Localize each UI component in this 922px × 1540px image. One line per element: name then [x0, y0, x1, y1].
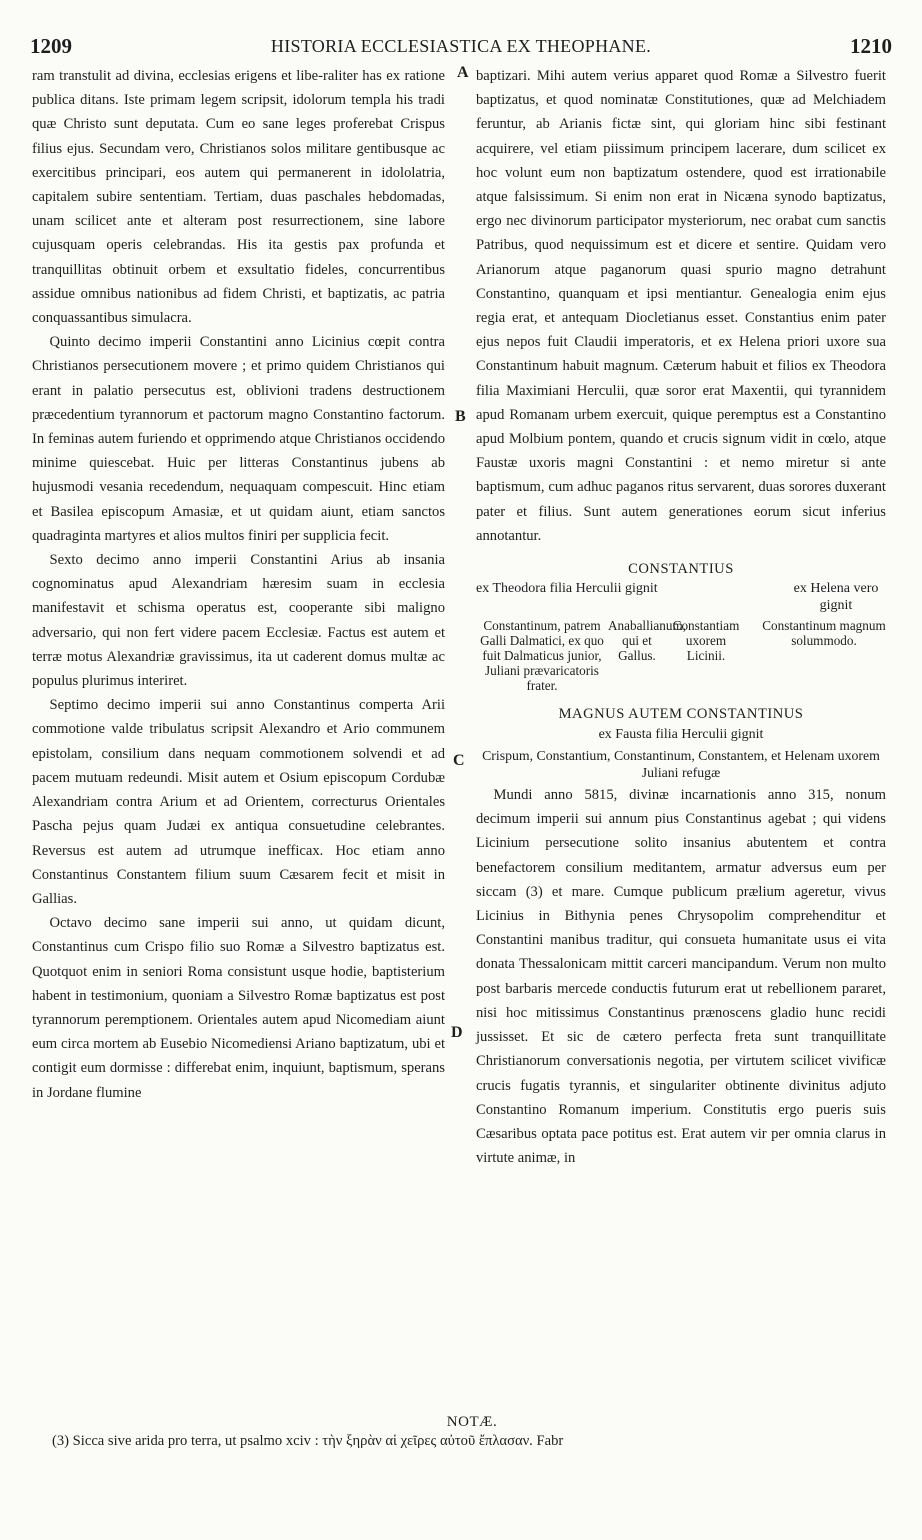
- genealogy-child: Anaballianum, qui et Gallus.: [608, 618, 687, 664]
- genealogy-children-2: Crispum, Constantium, Constantinum, Constantem, et Helenam uxorem Juliani refugæ: [482, 748, 880, 781]
- right-column: [476, 64, 886, 1170]
- margin-mark-b: B: [455, 408, 466, 425]
- notes-title: NOTÆ.: [446, 1414, 498, 1430]
- genealogy-title: CONSTANTIUS: [628, 561, 734, 578]
- genealogy-subheads: [476, 580, 886, 614]
- paragraph: Septimo decimo imperii sui anno Constantinus comperta Arii commotione valde tribulatus scripsit Alexandro et Ario communem epistolam, consilium dans nequam commotionem solvendi et ad pacem mutuam redeundi. Misit autem et Osium episcopum Cordubæ Alexandriam contra Arium et ad Orientem, correcturus Orientales Pascha pejus quam Judæi ex antiqua consuetudine celebrantes. Reversus est autem ad utrumque inefficax. Hoc etiam anno Constantinus Constantem filium suum Cæsarem fecit et misit in Gallias.: [32, 697, 445, 907]
- genealogy-child: Constantiam uxorem Licinii.: [672, 618, 740, 664]
- page-number-left: 1209: [30, 34, 72, 58]
- margin-mark-c: C: [453, 752, 465, 769]
- footnote: (3) Sicca sive arida pro terra, ut psalmo xciv : τὴν ξηρὰν αἱ χεῖρες αὐτοῦ ἔπλασαν. Fabr: [52, 1433, 564, 1449]
- genealogy-sub-left: ex Theodora filia Herculii gignit: [476, 581, 658, 597]
- paragraph: Mundi anno 5815, divinæ incarnationis anno 315, nonum decimum imperii sui annum pius Constantinus agebat ; qui videns Licinium persecutione solito insanius abutentem et contra benefactorem consilium meditantem, armatur adversus eum per siccam (3) et mare. Cumque publicum prælium ageretur, vivus Licinius in Bithynia penes Chrysopolim comprehenditur et Constantini manibus traditur, qui consueta humanitate usus ei vita donata Thessalonicam mittit carceri mancipandum. Verum non multo post barbaris mercede conductis futurum erat ut rebellionem pararet, nisi hoc mitissimus Constantinus prænoscens gladio hunc recidi jussisset. Et sic de cætero perfecta freta sunt tranquillitate Christianorum conversationis negotia, per virtutem scilicet vivificæ crucis fugatis tyrannis, et singulariter obtinente divinitus adjuto Constantino Romanum imperium. Constitutis ergo pueris suis Cæsaribus optata pace potitus est. Erat autem vir per omnia clarus in virtute animæ, in: [476, 787, 886, 1167]
- paragraph: Quinto decimo imperii Constantini anno Licinius cœpit contra Christianos persecutionem movere ; et primo quidem Christianos qui erant in palatio persecutus est, oblivioni tradens destructionem præcedentium tyrannorum et pactorum magno Constantino factorum. In feminas autem furiendo et opprimendo atque Christianos occidendo minime quiescebat. Huic per litteras Constantinus jubens ab hujusmodi vesania recedendum, nequaquam compescuit. Hinc etiam et Basilea episcopum Amasiæ, et ut quidam aiunt, etiam sanctos quadraginta martyres et alios multos finiri per supplicia fecit.: [32, 334, 445, 544]
- genealogy-table: [476, 558, 886, 781]
- genealogy-child: Constantinum, patrem Galli Dalmatici, ex quo fuit Dalmaticus junior, Juliani prævaricatoris frater.: [480, 618, 604, 694]
- margin-mark-a: A: [457, 64, 469, 81]
- paragraph: baptizari. Mihi autem verius apparet quod Romæ a Silvestro fuerit baptizatus, et quod nominatæ Constitutiones, quæ ad Melchiadem feruntur, ab Arianis fictæ sint, qui gloriam hinc sibi festinant acquirere, vel etiam piissimum principem lacerare, dum scilicet ex hoc volunt eum non baptizatum ostendere, quod est irrationabile atque falsissimum. Si enim non erat in Nicæna synodo baptizatus, ergo nec divinorum participator mysteriorum, nec orabat cum sanctis Patribus, quod nequissimum est et dicere et sentire. Quidam vero Arianorum atque paganorum quasi spurio magno detrahunt Constantino, quanquam et ipsi mentiantur. Genealogia enim ejus regia erat, et antequam Diocletianus esset. Constantius enim pater ejus nepos fuit Claudii imperatoris, et ex Helena priori uxore sua Constantinum habuit magnum. Cæterum habuit et filios ex Theodora filia Maximiani Herculii, quæ soror erat Maxentii, qui tyrannidem apud Romanam urbem exercuit, quique peremptus est a Constantino apud Molbium pontem, quando et crucis signum vidit in cœlo, atque Faustæ uxoris magni Constantini : et nemo miretur si ante baptismum, cum adhuc paganos ritus servarent, duas sorores duxerant pater et filius. Sunt autem generationes eorum sicut inferius annotantur.: [476, 68, 886, 544]
- footnotes: [52, 1414, 892, 1450]
- left-column: [32, 64, 445, 1105]
- genealogy-child: Constantinum magnum solummodo.: [762, 618, 886, 649]
- genealogy-sub-right: ex Helena vero gignit: [793, 581, 879, 614]
- paragraph: ram transtulit ad divina, ecclesias erigens et libe-raliter has ex ratione publica ditans. Iste primam legem scripsit, idolorum templa his tradi quæ Christo sunt deputata. Cum eo sane leges proferebat Crispus filius ejus. Secundam vero, Christianos solos militare gentibusque ac exercitibus principari, eos autem qui permanerent in idololatria, capitalem subire sententiam. Tertiam, duas paschales hebdomadas, unam scilicet ante et alteram post resurrectionem, sine labore cujusquam operis celebrandas. His ita gestis pax profunda et tranquillitas obtinuit orbem et exsultatio fideles, concurrentibus assidue omnibus nationibus ad fidem Christi, et baptizatis, ac patria conquassantibus simulacra.: [32, 68, 445, 327]
- running-header: [30, 34, 892, 60]
- genealogy-children: [476, 618, 886, 693]
- genealogy-title-2: MAGNUS AUTEM CONSTANTINUS: [558, 706, 804, 723]
- margin-mark-d: D: [451, 1024, 463, 1041]
- paragraph: Sexto decimo anno imperii Constantini Arius ab insania cognominatus apud Alexandriam hæresim suam in ecclesia manifestavit et schisma operatus est, cooperante sibi maligno adversario, qui non fert videre pacem Ecclesiæ. Factus est autem et terræ motus Alexandriæ gravissimus, ita ut caderent domus multæ ac populus plurimus interiret.: [32, 552, 445, 690]
- paragraph: Octavo decimo sane imperii sui anno, ut quidam dicunt, Constantinus cum Crispo filio suo Romæ a Silvestro baptizatus est. Quotquot enim in seniori Roma consistunt usque hodie, baptisterium habent in testimonium, quoniam a Silvestro Romæ baptizatus est post tyrannorum peremptionem. Orientales autem apud Nicomediam aiunt eum circa mortem ab Eusebio Nicomediensi Ariano baptizatum, ubi et contigit eum dormisse : differebat enim, inquiunt, baptismum, sperans in Jordane flumine: [32, 915, 445, 1101]
- genealogy-sub-2: ex Fausta filia Herculii gignit: [598, 727, 764, 743]
- running-title: HISTORIA ECCLESIASTICA EX THEOPHANE.: [270, 36, 652, 56]
- page-number-right: 1210: [850, 34, 892, 58]
